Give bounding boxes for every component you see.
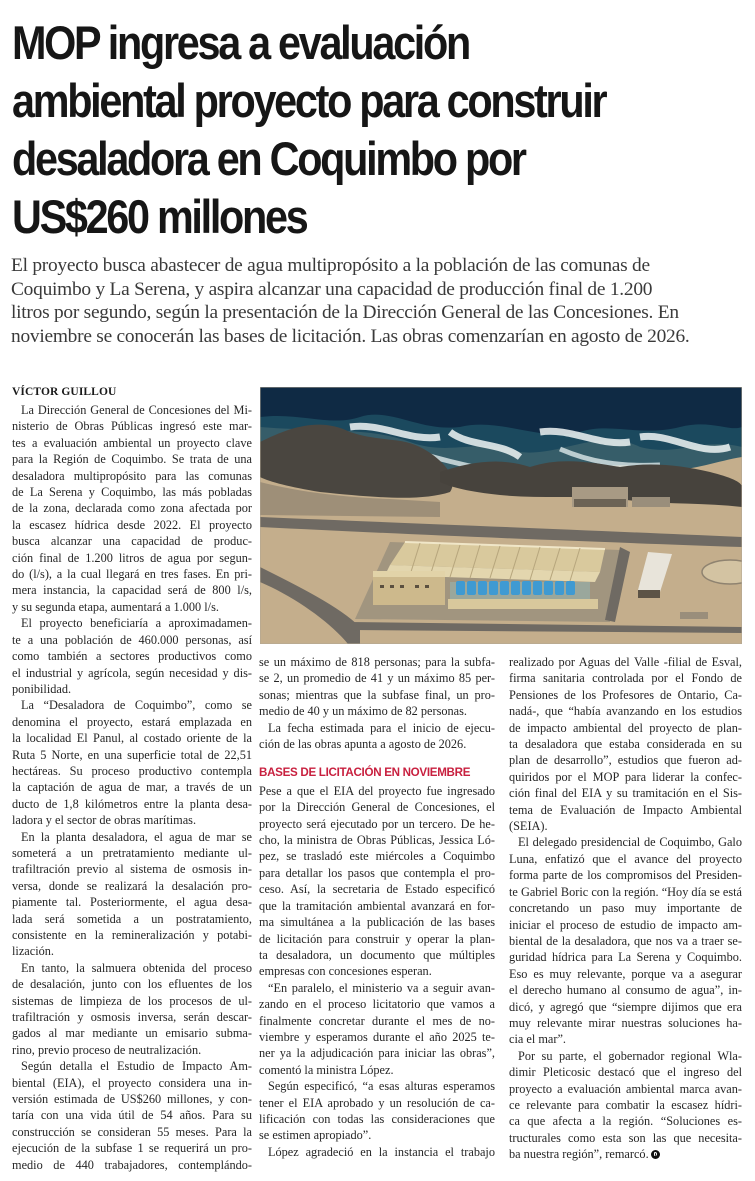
text-line: [12, 550, 252, 566]
text-line-content: El delegado presidencial de Coquimbo, Galo: [518, 835, 742, 850]
text-line: [509, 736, 742, 752]
text-line: [12, 779, 252, 795]
text-line: [12, 665, 252, 681]
text-line-content: por la Dirección General de Concesiones, el: [259, 800, 495, 815]
text-line: [259, 832, 495, 848]
text-line: [259, 816, 495, 832]
text-line: [509, 1146, 742, 1162]
text-line: [12, 435, 252, 451]
text-line: [259, 720, 495, 736]
text-line: [509, 917, 742, 933]
text-line: [12, 747, 252, 763]
text-line-content: de La Serena y Coquimbo, las más pobladas: [12, 485, 252, 500]
text-line: [12, 714, 252, 730]
text-line-content: ner ya la adjudicación para iniciar las obras”,: [259, 1046, 495, 1061]
text-line: [12, 418, 252, 434]
text-line: [12, 861, 252, 877]
text-line-content: piamente tal. Posteriormente, el agua desa-: [12, 895, 252, 910]
text-line: [12, 878, 252, 894]
text-line: [509, 1113, 742, 1129]
text-line: [259, 996, 495, 1012]
text-line: [509, 851, 742, 867]
text-line-content: do (l/s), a la cual llegará en tres fases. En pri-: [12, 567, 252, 582]
text-line: [259, 914, 495, 930]
text-line: [12, 730, 252, 746]
text-line: [509, 720, 742, 736]
text-line-content: Según especificó, “a esas alturas esperamos: [268, 1079, 495, 1094]
text-line: [259, 980, 495, 996]
text-line-content: trafiltración previo al sistema de osmosis in-: [12, 862, 252, 877]
text-line: [12, 1091, 252, 1107]
text-line: [509, 1130, 742, 1146]
text-line: [509, 867, 742, 883]
text-line-content: zando en el proceso licitatorio que vamos a: [259, 997, 495, 1012]
text-line-content: ción final de 1.200 litros de agua por segun-: [12, 550, 252, 565]
text-line-content: tructurales como esta son las que necesita-: [509, 1130, 742, 1145]
text-line: [12, 1157, 252, 1173]
text-line-content: López agradeció en la instancia el trabajo: [268, 1144, 495, 1159]
text-line: [259, 703, 495, 719]
text-line-content: proyecto a evaluación ambiental marca avan-: [509, 1081, 742, 1096]
text-line: [509, 1015, 742, 1031]
headline-line: MOP ingresa a evaluación: [12, 16, 469, 69]
text-line-content: Ruta 5 Norte, en una superficie total de 22,51: [12, 747, 252, 762]
text-line: [509, 1064, 742, 1080]
text-line: [259, 1127, 495, 1143]
text-line: [509, 900, 742, 916]
headline-line: desaladora en Coquimbo por: [12, 132, 525, 185]
text-line: [259, 1095, 495, 1111]
text-line: [259, 1111, 495, 1127]
section-subheading: BASES DE LICITACIÓN EN NOVIEMBRE: [259, 766, 471, 780]
text-line: [12, 993, 252, 1009]
text-line-content: para detallar los pasos que contempla el pro-: [259, 865, 495, 880]
text-line: [12, 1140, 252, 1156]
text-line-content: tes a evaluación ambiental un proyecto clave: [12, 435, 252, 450]
text-line-content: muy relevante mirar nuestras soluciones ha-: [509, 1015, 742, 1030]
text-line: [259, 783, 495, 799]
text-line-content: En la planta desaladora, el agua de mar se: [21, 829, 252, 844]
text-line: [12, 484, 252, 500]
text-line: [509, 884, 742, 900]
lead-paragraph: [11, 254, 751, 348]
text-line-content: hectáreas. Su proceso productivo contempla: [12, 763, 252, 778]
text-line-content: se un máximo de 818 personas; para la subfa-: [259, 655, 495, 669]
headline-line: ambiental proyecto para construir: [12, 74, 606, 127]
text-line: [12, 582, 252, 598]
text-line-content: tener el EIA aprobado y un resolución de ca-: [259, 1095, 495, 1110]
text-line: [12, 960, 252, 976]
text-line: [12, 697, 252, 713]
text-line-content: y su segunda etapa, aumentará a 1.000 l/s.: [12, 599, 219, 614]
text-line: [12, 648, 252, 664]
text-line: [12, 599, 252, 615]
lead-line: noviembre se conocerán las bases de licitación. Las obras comenzarían en agosto de 2026.: [11, 325, 690, 347]
text-line-content: El proyecto beneficiaría a aproximadamen-: [21, 616, 252, 631]
text-line-content: el industrial y agrícola, según necesidad y dis-: [12, 665, 252, 680]
text-line: [12, 796, 252, 812]
text-line: [12, 468, 252, 484]
text-line: [259, 1013, 495, 1029]
headline: [12, 14, 752, 246]
text-line-content: ta desaladora, un documento que múltiples: [259, 947, 495, 962]
text-line: [509, 982, 742, 998]
text-line: [12, 1058, 252, 1074]
text-line: [509, 654, 742, 670]
text-line-content: consistente en la remineralización y potabi-: [12, 928, 252, 942]
text-line-content: Por su parte, el gobernador regional Wla-: [518, 1048, 742, 1063]
text-line-content: sonas; mientras que la subfase final, un pro-: [259, 687, 495, 702]
text-line-content: ta desaladora que estaba considerada en su: [509, 737, 742, 752]
lead-line: litros por segundo, según la presentación de la Dirección General de las Concesiones. En: [11, 302, 679, 323]
text-line: [12, 1009, 252, 1025]
text-line: [12, 500, 252, 516]
text-line: [259, 898, 495, 914]
text-line-content: de impacto ambiental del proyecto de plan-: [509, 720, 742, 735]
text-line-content: tema de Evaluación de Impacto Ambiental: [509, 802, 742, 817]
text-line-content: como también a sectores productivos como: [12, 649, 252, 664]
text-line-content: el derecho humano al consumo de agua”, in-: [509, 983, 742, 998]
text-line: [259, 1144, 495, 1160]
text-line-content: medio de 40 y un máximo de 82 personas.: [259, 704, 467, 719]
text-line: [509, 966, 742, 982]
text-line-content: biental de la desaladora, que nos va a traer se-: [509, 933, 742, 948]
text-line-content: La Dirección General de Concesiones del Mi-: [21, 403, 252, 417]
text-line: [259, 799, 495, 815]
text-line-content: finalmente concretar durante el mes de no-: [259, 1013, 495, 1028]
text-line: [12, 911, 252, 927]
text-line: [509, 1097, 742, 1113]
text-line-content: nisterio de Obras Públicas ingresó este mar-: [12, 419, 252, 434]
text-line-content: ponibilidad.: [12, 681, 72, 696]
text-line-content: la localidad El Panul, al costado oriente de la: [12, 731, 252, 746]
text-line: [509, 703, 742, 719]
text-line: [12, 845, 252, 861]
text-line: [12, 402, 252, 418]
text-line: [259, 1029, 495, 1045]
text-line-content: gados al mar mediante un emisario subma-: [12, 1026, 252, 1041]
desalination-plant-aerial-image: [260, 387, 742, 644]
text-line: [12, 763, 252, 779]
text-line-content: busca alcanzar una capacidad de produc-: [12, 534, 252, 549]
text-line-content: realizado por Aguas del Valle -filial de Esval,: [509, 655, 742, 669]
text-line: [259, 654, 495, 670]
text-line-content: denomina el proyecto, estará emplazada en: [12, 714, 252, 729]
text-line-content: (SEIA).: [509, 819, 548, 834]
text-line-content: ceso. Así, la secretaria de Estado especificó: [259, 882, 495, 897]
text-line: [12, 451, 252, 467]
text-line-content: cia el mar”.: [509, 1032, 567, 1047]
text-line: [509, 752, 742, 768]
text-line-content: En tanto, la salmuera obtenida del proceso: [21, 960, 252, 975]
text-line: [12, 615, 252, 631]
text-line: [12, 829, 252, 845]
text-line-content: versa, donde se realizará la desalación pro-: [12, 878, 252, 893]
text-line-content: “En paralelo, el ministerio va a seguir avan-: [268, 980, 495, 995]
text-line: [259, 881, 495, 897]
text-line: [12, 1075, 252, 1091]
lead-line: Coquimbo y La Serena, y aspira alcanzar una capacidad de producción final de 1.200: [11, 278, 653, 300]
text-line: [259, 1062, 495, 1078]
text-line-content: Según detalla el Estudio de Impacto Am-: [21, 1059, 252, 1074]
article-column-3: [509, 654, 742, 1163]
text-line-content: te a una población de 460.000 personas, así: [12, 632, 252, 647]
text-line: [259, 947, 495, 963]
text-line-content: para la Región de Coquimbo. Se trata de una: [12, 452, 252, 467]
text-line-content: taría con una vida útil de 54 años. Para su: [12, 1108, 252, 1123]
text-line: [509, 818, 742, 834]
byline: VÍCTOR GUILLOU: [12, 386, 117, 398]
text-line-content: pez, se trasladó este miércoles a Coquimbo: [259, 849, 495, 864]
text-line-content: Luna, enfatizó que el avance del proyecto: [509, 851, 742, 866]
article-photo: [260, 387, 742, 644]
text-line-content: te Gabriel Boric con la región. “Hoy día se está: [509, 884, 742, 899]
text-line: [12, 566, 252, 582]
text-line: [509, 1031, 742, 1047]
text-line-content: se estimen apropiado”.: [259, 1128, 372, 1143]
text-line-content: iniciar el proceso de estudio de impacto am-: [509, 917, 742, 932]
text-line-content: ba nuestra región”, remarcó.: [509, 1147, 649, 1162]
text-line: [259, 1045, 495, 1061]
text-line: [259, 848, 495, 864]
text-line-content: dicó, y agregó que “siempre dijimos que era: [509, 999, 742, 1014]
text-line-content: Eso es muy relevante, porque va a asegurar: [509, 966, 742, 981]
text-line-content: ca que afecta a la región. “Soluciones es-: [509, 1114, 742, 1129]
text-line-content: lificación con todas las consideraciones que: [259, 1111, 495, 1126]
text-line-content: plan de desarrollo”, estudios que fueron ad-: [509, 753, 742, 768]
text-line-content: biental (EIA), el proyecto considera una in-: [12, 1075, 252, 1090]
publication-logo-icon: [651, 1150, 660, 1159]
text-line: [12, 1025, 252, 1041]
text-line-content: medio de 440 trabajadores, contemplándo-: [12, 1157, 252, 1172]
text-line: [12, 927, 252, 943]
text-line: [12, 1124, 252, 1140]
text-line-content: la escasez hídrica desde 2022. El proyecto: [12, 517, 252, 532]
text-line: [509, 949, 742, 965]
text-line: [509, 834, 742, 850]
text-line-content: ción de las obras apunta a agosto de 2026.: [259, 737, 467, 752]
text-line-content: que la tramitación ambiental avanzará en for-: [259, 898, 495, 913]
text-line-content: empresas con concesiones esperan.: [259, 964, 432, 979]
text-line-content: La fecha estimada para el inicio de ejecu-: [268, 720, 495, 735]
column-2-intro: [259, 654, 495, 752]
text-line: [12, 533, 252, 549]
text-line: [509, 670, 742, 686]
text-line: [12, 812, 252, 828]
text-line: [509, 769, 742, 785]
text-line-content: de licitación para construir y operar la plan-: [259, 931, 495, 946]
text-line-content: cho, la ministra de Obras Públicas, Jessica Ló-: [259, 833, 495, 848]
text-line-content: ladora y el sector de obras marítimas.: [12, 813, 197, 828]
text-line: [509, 933, 742, 949]
text-line: [12, 894, 252, 910]
text-line: [12, 1042, 252, 1058]
text-line-content: rino, previo proceso de neutralización.: [12, 1042, 202, 1057]
article-column-1: [12, 402, 252, 1173]
text-line: [259, 963, 495, 979]
text-line-content: se 2, un promedio de 41 y un máximo 85 per-: [259, 671, 495, 686]
text-line-content: mera instancia, la capacidad será de 800 l/s,: [12, 583, 252, 598]
text-line: [509, 999, 742, 1015]
text-line-content: guridad hídrica para La Serena y Coquimbo.: [509, 950, 742, 965]
text-line-content: nadá-, que “había avanzando en los estudios: [509, 704, 742, 719]
text-line-content: la captación de agua de mar, a través de un: [12, 780, 252, 795]
text-line-content: ma simultánea a la publicación de las bases: [259, 915, 495, 930]
text-line-content: lización.: [12, 944, 54, 959]
text-line-content: ducto de 1,8 kilómetros entre la planta desa-: [12, 796, 252, 811]
text-line-content: Pese a que el EIA del proyecto fue ingresado: [259, 783, 495, 798]
text-line-content: forma parte de los compromisos del Presiden-: [509, 868, 742, 883]
text-line: [509, 687, 742, 703]
text-line-content: firma sanitaria controlada por el Fondo de: [509, 671, 742, 686]
text-line-content: viembre y esperamos durante el año 2025 te-: [259, 1029, 495, 1044]
column-2-body: [259, 783, 495, 1160]
text-line: [509, 802, 742, 818]
text-line-content: de desalación, junto con los efluentes de los: [12, 977, 252, 992]
text-line-content: La “Desaladora de Coquimbo”, como se: [21, 698, 252, 713]
text-line-content: proyecto será ejecutado por un tercero. De he-: [259, 816, 495, 831]
lead-line: El proyecto busca abastecer de agua multipropósito a la población de las comunas de: [11, 255, 650, 276]
text-line: [509, 1048, 742, 1064]
text-line-content: construcción se consideran 55 meses. Para la: [12, 1124, 252, 1139]
text-line-content: comentó la ministra López.: [259, 1062, 394, 1077]
text-line: [259, 1078, 495, 1094]
text-line-content: ce relevante para combatir la escasez hídri-: [509, 1097, 742, 1112]
text-line-content: de la zona, declarada como zona afectada por: [12, 501, 252, 516]
text-line-content: sistemas de limpieza de los procesos de ul-: [12, 993, 252, 1008]
text-line: [12, 976, 252, 992]
text-line: [509, 785, 742, 801]
text-line: [259, 687, 495, 703]
text-line: [259, 931, 495, 947]
text-line-content: desaladora multipropósito para las comunas: [12, 468, 252, 483]
text-line: [259, 865, 495, 881]
text-line-content: Pensiones de los Profesores de Ontario, Ca-: [509, 687, 742, 702]
text-line: [12, 517, 252, 533]
text-line: [259, 670, 495, 686]
text-line: [509, 1081, 742, 1097]
text-line: [12, 1107, 252, 1123]
text-line-content: quiridos por el MOP para liderar la confec-: [509, 769, 742, 784]
text-line-content: concretando un paso muy importante de: [509, 901, 742, 916]
text-line: [12, 632, 252, 648]
text-line-content: dimir Pleticosic destacó que el ingreso del: [509, 1065, 742, 1080]
article-column-2: [259, 654, 495, 1160]
text-line-content: lada será sometida a un postratamiento,: [12, 911, 252, 926]
text-line-content: ejecución de la subfase 1 se requerirá un pro-: [12, 1141, 252, 1156]
text-line: [12, 681, 252, 697]
text-line-content: ción final del EIA y su tramitación en el Sis-: [509, 786, 742, 801]
headline-line: US$260 millones: [12, 190, 307, 243]
text-line: [259, 736, 495, 752]
text-line-content: someterá a un pretratamiento mediante ul-: [12, 845, 252, 860]
text-line: [12, 943, 252, 959]
text-line-content: versión estimada de US$260 millones, y con-: [12, 1092, 252, 1107]
text-line-content: trafiltración y osmosis inversa, serán descar-: [12, 1010, 252, 1025]
